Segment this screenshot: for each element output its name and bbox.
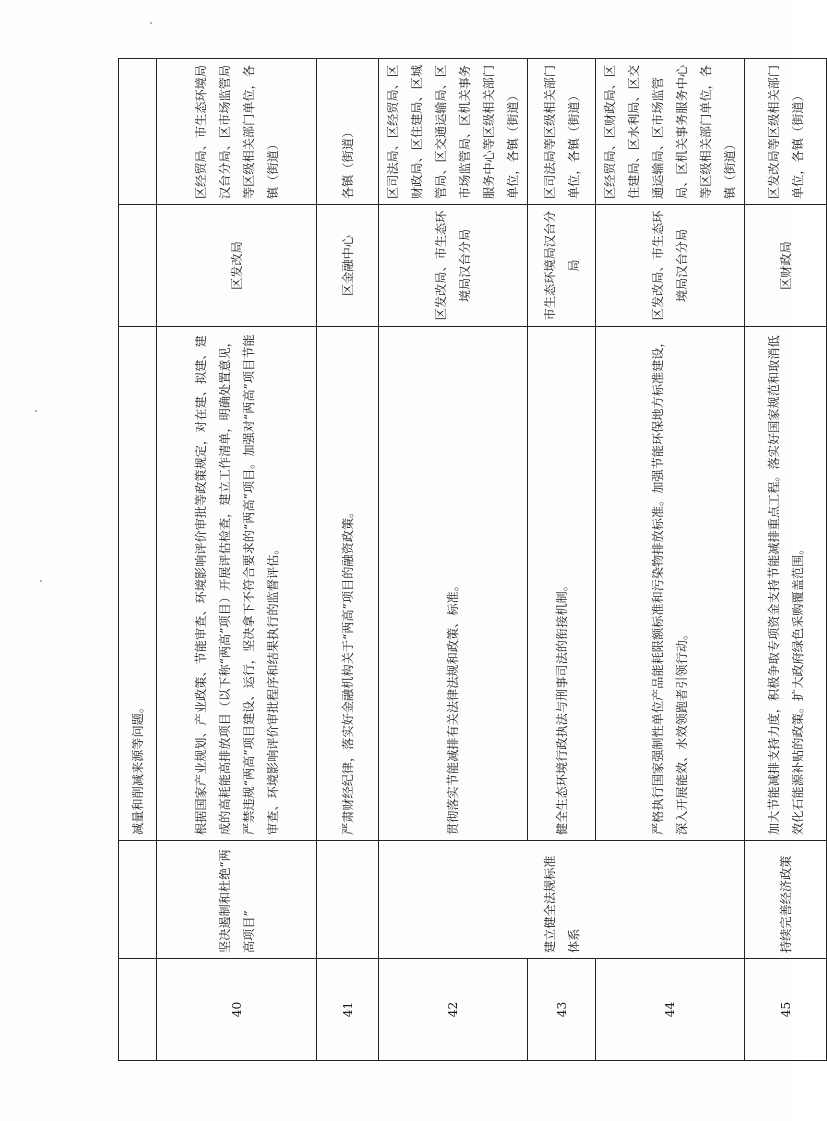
participant-units-cell: 各镇（街道） (317, 59, 379, 205)
row-number: 44 (596, 959, 745, 1061)
measure-cell: 加大节能减排支持力度，积极争取专项资金支持节能减排重点工程。落实好国家规范和取消低效化石能源补贴的政策。扩大政府绿色采购覆盖范围。 (745, 327, 827, 841)
table-row (157, 59, 317, 1061)
lead-unit-cell: 区金融中心 (317, 205, 379, 327)
lead-unit-cell (119, 205, 157, 327)
category-cell: 坚决遏制和杜绝“两高项目” (157, 841, 317, 959)
lead-unit-cell: 区财政局 (745, 205, 827, 327)
table-row (745, 59, 827, 1061)
lead-unit-cell: 市生态环境局汉台分局 (528, 205, 596, 327)
category-cell: 持续完善经济政策 (745, 841, 827, 959)
row-number (119, 959, 157, 1061)
measure-cell: 减量和削减来源等问题。 (119, 327, 157, 841)
row-number: 41 (317, 959, 379, 1061)
participant-units-cell (119, 59, 157, 205)
row-number: 40 (157, 959, 317, 1061)
lead-unit-cell: 区发改局、市生态环境局汉台分局 (379, 205, 528, 327)
row-number: 45 (745, 959, 827, 1061)
row-number: 42 (379, 959, 528, 1061)
participant-units-cell: 区经贸局、区财政局、区住建局、区水利局、区交通运输局、区市场监管局、区机关事务服务中心等区级相关部门单位，各镇（街道） (596, 59, 745, 205)
participant-units-cell: 区经贸局、市生态环境局汉台分局、区市场监管局等区级相关部门单位，各镇（街道） (157, 59, 317, 205)
category-cell (317, 841, 379, 959)
participant-units-cell: 区发改局等区级相关部门单位，各镇（街道） (745, 59, 827, 205)
table-row (119, 59, 157, 1061)
participant-units-cell: 区司法局等区级相关部门单位，各镇（街道） (528, 59, 596, 205)
measure-cell: 根据国家产业规划、产业政策、节能审查、环境影响评价审批等政策规定，对在建、拟建、建成的高耗能高排放项目（以下称“两高”项目）开展评估检查，建立工作清单，明确处置意见，严禁违规“两高”项目建设、运行，坚决拿下不符合要求的“两高”项目。加强对“两高”项目节能审查、环境影响评价审批程序和结果执行的监督评估。 (157, 327, 317, 841)
lead-unit-cell: 区发改局、市生态环境局汉台分局 (596, 205, 745, 327)
table-row (317, 59, 379, 1061)
measures-table (118, 58, 827, 1061)
measure-cell: 健全生态环境行政执法与刑事司法的衔接机制。 (528, 327, 596, 841)
row-number: 43 (528, 959, 596, 1061)
lead-unit-cell: 区发改局 (157, 205, 317, 327)
measure-cell: 严肃财经纪律，落实好金融机构关于“两高”项目的融资政策。 (317, 327, 379, 841)
measure-cell: 严格执行国家强制性单位产品能耗限额标准和污染物排放标准。加强节能环保地方标准建设，深入开展能效、水效领跑者引领行动。 (596, 327, 745, 841)
measure-cell: 贯彻落实节能减排有关法律法规和政策、标准。 (379, 327, 528, 841)
category-cell (119, 841, 157, 959)
category-cell: 建立健全法规标准体系 (379, 841, 745, 959)
participant-units-cell: 区司法局、区经贸局、区财政局、区住建局、区城管局、区交通运输局、区市场监管局、区机关事务服务中心等区级相关部门单位，各镇（街道） (379, 59, 528, 205)
table-row (379, 59, 528, 1061)
